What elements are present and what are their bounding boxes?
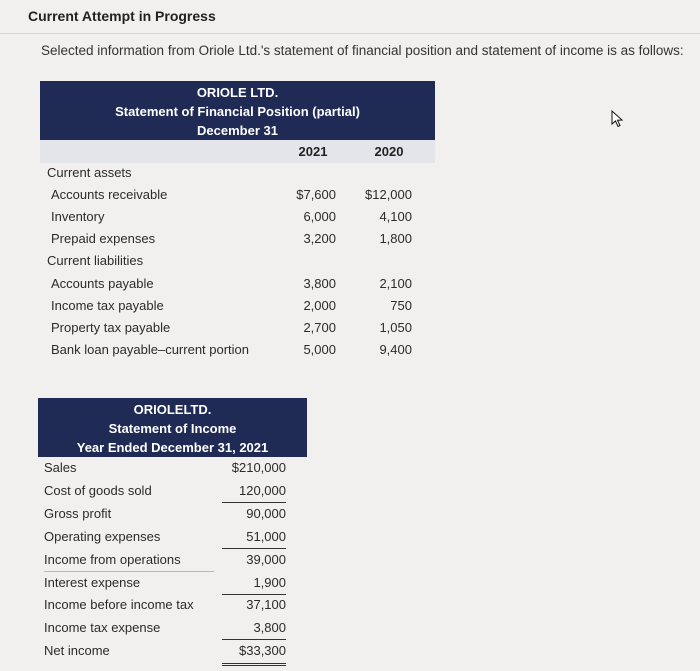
balance-sheet-date: December 31 [197, 123, 278, 138]
value-2020: $12,000 [365, 187, 412, 202]
row-label: Income before income tax [44, 597, 194, 612]
table-row [40, 251, 435, 273]
table-row [40, 340, 435, 362]
row-label: Property tax payable [51, 320, 171, 335]
section-label: Current assets [47, 165, 132, 180]
table-row [40, 318, 435, 340]
value-2021: 5,000 [303, 342, 336, 357]
page-title: Current Attempt in Progress [28, 8, 216, 24]
row-value: 120,000 [239, 483, 286, 498]
row-label: Accounts receivable [51, 187, 168, 202]
value-2021: 3,200 [303, 231, 336, 246]
value-2020: 2,100 [379, 276, 412, 291]
mouse-pointer-icon [610, 110, 626, 128]
section-label: Current liabilities [47, 253, 144, 268]
value-2020: 750 [390, 298, 412, 313]
row-value: $210,000 [231, 460, 286, 475]
row-value: 51,000 [246, 529, 286, 544]
row-label: Net income [44, 643, 110, 658]
table-row [38, 503, 307, 526]
column-2020: 2020 [374, 144, 404, 159]
row-label: Income from operations [44, 552, 181, 567]
income-statement-title: Statement of Income [108, 421, 237, 436]
table-row [38, 526, 307, 549]
row-value: 37,100 [246, 597, 286, 612]
double-underline [222, 663, 286, 666]
balance-sheet-company: ORIOLE LTD. [196, 85, 279, 100]
table-row [38, 572, 307, 595]
table-row [38, 457, 307, 480]
question-intro: Selected information from Oriole Ltd.'s statement of financial position and statement of income is as follows: [41, 43, 684, 58]
income-statement-header [38, 398, 307, 457]
value-2021: $7,600 [296, 187, 336, 202]
divider [0, 33, 700, 34]
row-value: $33,300 [239, 643, 286, 658]
row-value: 39,000 [246, 552, 286, 567]
row-value: 3,800 [253, 620, 286, 635]
value-2021: 2,700 [303, 320, 336, 335]
table-row [40, 274, 435, 296]
table-row [38, 640, 307, 663]
row-label: Income tax payable [51, 298, 164, 313]
balance-sheet-title: Statement of Financial Position (partial) [115, 104, 360, 119]
value-2020: 1,800 [379, 231, 412, 246]
table-row [40, 185, 435, 207]
value-2021: 6,000 [303, 209, 336, 224]
table-row [38, 549, 307, 572]
row-label: Prepaid expenses [51, 231, 156, 246]
row-label: Cost of goods sold [44, 483, 152, 498]
value-2021: 3,800 [303, 276, 336, 291]
table-row [40, 207, 435, 229]
balance-sheet-header [40, 81, 435, 140]
table-row [40, 296, 435, 318]
value-2020: 1,050 [379, 320, 412, 335]
row-value: 90,000 [246, 506, 286, 521]
balance-sheet-column-headers [40, 140, 435, 163]
table-row [40, 229, 435, 251]
table-row [38, 480, 307, 503]
row-value: 1,900 [253, 575, 286, 590]
income-statement-period: Year Ended December 31, 2021 [76, 440, 269, 455]
table-row [40, 163, 435, 185]
table-row [38, 594, 307, 617]
row-label: Accounts payable [51, 276, 154, 291]
value-2021: 2,000 [303, 298, 336, 313]
column-2021: 2021 [298, 144, 328, 159]
row-label: Gross profit [44, 506, 112, 521]
income-statement-company: ORIOLELTD. [133, 402, 212, 417]
table-row [38, 617, 307, 640]
row-label: Interest expense [44, 575, 141, 590]
row-label: Income tax expense [44, 620, 161, 635]
value-2020: 4,100 [379, 209, 412, 224]
row-label: Operating expenses [44, 529, 161, 544]
row-label: Inventory [51, 209, 105, 224]
row-label: Bank loan payable–current portion [51, 342, 250, 357]
value-2020: 9,400 [379, 342, 412, 357]
row-label: Sales [44, 460, 77, 475]
